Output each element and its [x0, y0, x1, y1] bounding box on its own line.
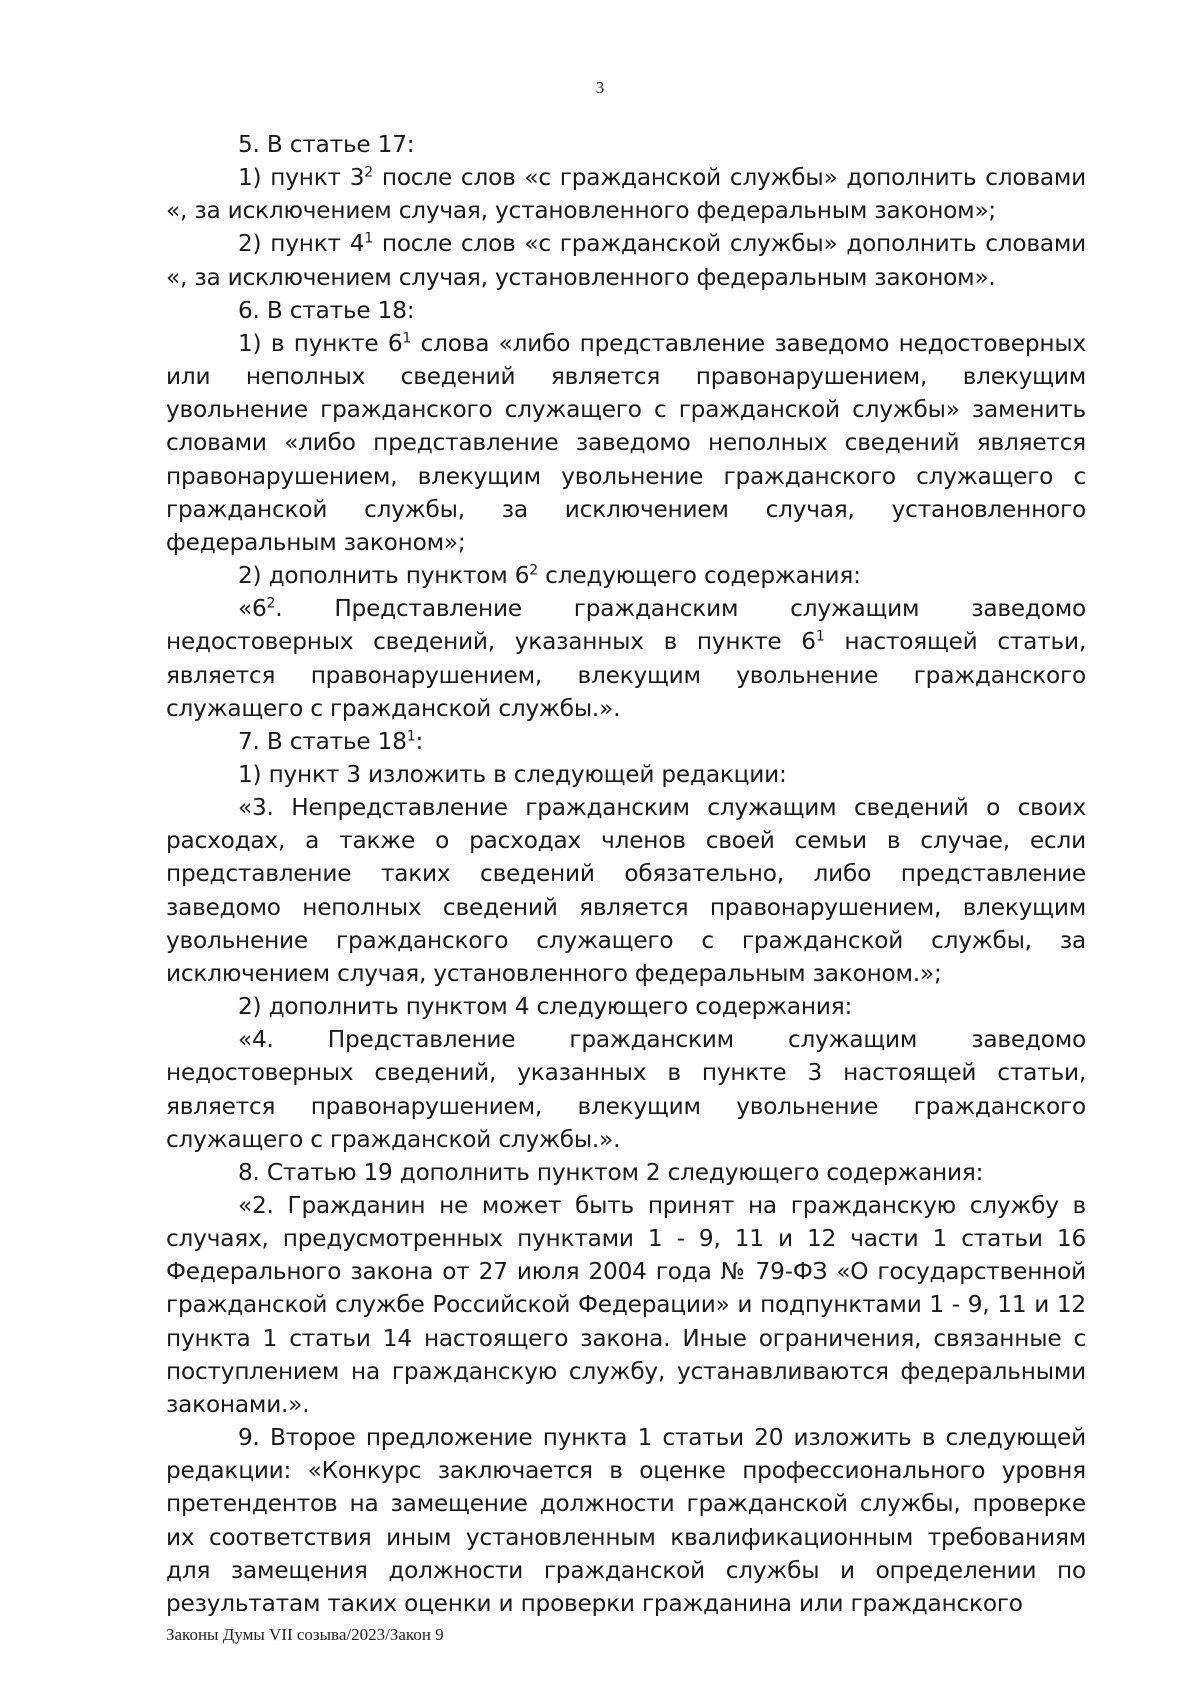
- superscript: 1: [815, 628, 825, 645]
- text-run: «4. Представление гражданским служащим заведомо недостоверных сведений, указанных в пункте 3 настоящей статьи, является правонарушением, влекущим увольнение гражданского служащего с гражданской службы.».: [166, 1026, 1086, 1153]
- text-run: «2. Гражданин не может быть принят на гражданскую службу в случаях, предусмотренных пунктами 1 - 9, 11 и 12 части 1 статьи 16 Федерального закона от 27 июля 2004 года № 79-ФЗ «О государственной гражданской службе Российской Федерации» и подпунктами 1 - 9, 11 и 12 пункта 1 статьи 14 настоящего закона. Иные ограничения, связанные с поступлением на гражданскую службу, устанавливаются федеральными законами.».: [166, 1192, 1086, 1418]
- superscript: 2: [529, 562, 539, 579]
- page-number: 3: [595, 78, 605, 97]
- paragraph: [166, 592, 1086, 725]
- text-run: 6. В статье 18:: [238, 296, 415, 324]
- text-run: 2) пункт 4: [238, 230, 365, 258]
- paragraph: [166, 227, 1086, 293]
- text-run: следующего содержания:: [538, 562, 861, 590]
- paragraph: [166, 294, 1086, 327]
- paragraph: [166, 1421, 1086, 1620]
- paragraph: [166, 128, 1086, 161]
- text-run: после слов «с гражданской службы» дополнить словами «, за исключением случая, установленного федеральным законом»;: [166, 164, 1086, 225]
- text-run: :: [415, 727, 424, 755]
- text-run: 5. В статье 17:: [238, 131, 415, 158]
- text-run: 9. Второе предложение пункта 1 статьи 20 изложить в следующей редакции: «Конкурс заключается в оценке профессионального уровня претендентов на замещение должности гражданской службы, проверке их соответствия иным установленным квалификационным требованиям для замещения должности гражданской службы и определении по результатам таких оценки и проверки гражданина или гражданского: [166, 1424, 1086, 1617]
- text-run: 1) пункт 3 изложить в следующей редакции:: [238, 760, 787, 788]
- paragraph: [166, 1156, 1086, 1189]
- text-run: настоящей статьи, является правонарушением, влекущим увольнение гражданского служащего с гражданской службы.».: [166, 628, 1086, 722]
- paragraph: [166, 758, 1086, 791]
- paragraph: [166, 1189, 1086, 1421]
- superscript: 1: [402, 330, 412, 347]
- text-run: 8. Статью 19 дополнить пунктом 2 следующего содержания:: [238, 1158, 984, 1186]
- text-run: 2) дополнить пунктом 4 следующего содержания:: [238, 993, 853, 1021]
- text-run: 2) дополнить пунктом 6: [238, 562, 530, 590]
- superscript: 2: [364, 164, 373, 181]
- text-run: 1) в пункте 6: [238, 329, 403, 357]
- text-run: «3. Непредставление гражданским служащим сведений о своих расходах, а также о расходах членов своей семьи в случае, если представление таких сведений обязательно, либо представление заведомо неполных сведений является правонарушением, влекущим увольнение гражданского служащего с гражданской службы, за исключением случая, установленного федеральным законом.»;: [166, 794, 1086, 987]
- paragraph: [166, 1023, 1086, 1156]
- paragraph: [166, 327, 1086, 559]
- text-run: . Представление гражданским служащим заведомо недостоверных сведений, указанных в пункте 6: [166, 595, 1086, 656]
- superscript: 1: [364, 230, 373, 247]
- paragraph: [166, 725, 1086, 758]
- document-body: [166, 128, 1086, 1620]
- text-run: «6: [238, 595, 267, 623]
- paragraph: [166, 791, 1086, 990]
- paragraph: [166, 990, 1086, 1023]
- superscript: 2: [266, 595, 276, 612]
- text-run: слова «либо представление заведомо недостоверных или неполных сведений является правонарушением, влекущим увольнение гражданского служащего с гражданской службы» заменить словами «либо представление заведомо неполных сведений является правонарушением, влекущим увольнение гражданского служащего с гражданской службы, за исключением случая, установленного федеральным законом»;: [166, 329, 1086, 556]
- document-footer: Законы Думы VII созыва/2023/Закон 9: [166, 1625, 444, 1644]
- text-run: 7. В статье 18: [238, 727, 407, 755]
- text-run: после слов «с гражданской службы» дополнить словами «, за исключением случая, установленного федеральным законом».: [166, 230, 1086, 291]
- text-run: 1) пункт 3: [238, 164, 365, 192]
- paragraph: [166, 161, 1086, 227]
- paragraph: [166, 559, 1086, 592]
- superscript: 1: [406, 728, 416, 745]
